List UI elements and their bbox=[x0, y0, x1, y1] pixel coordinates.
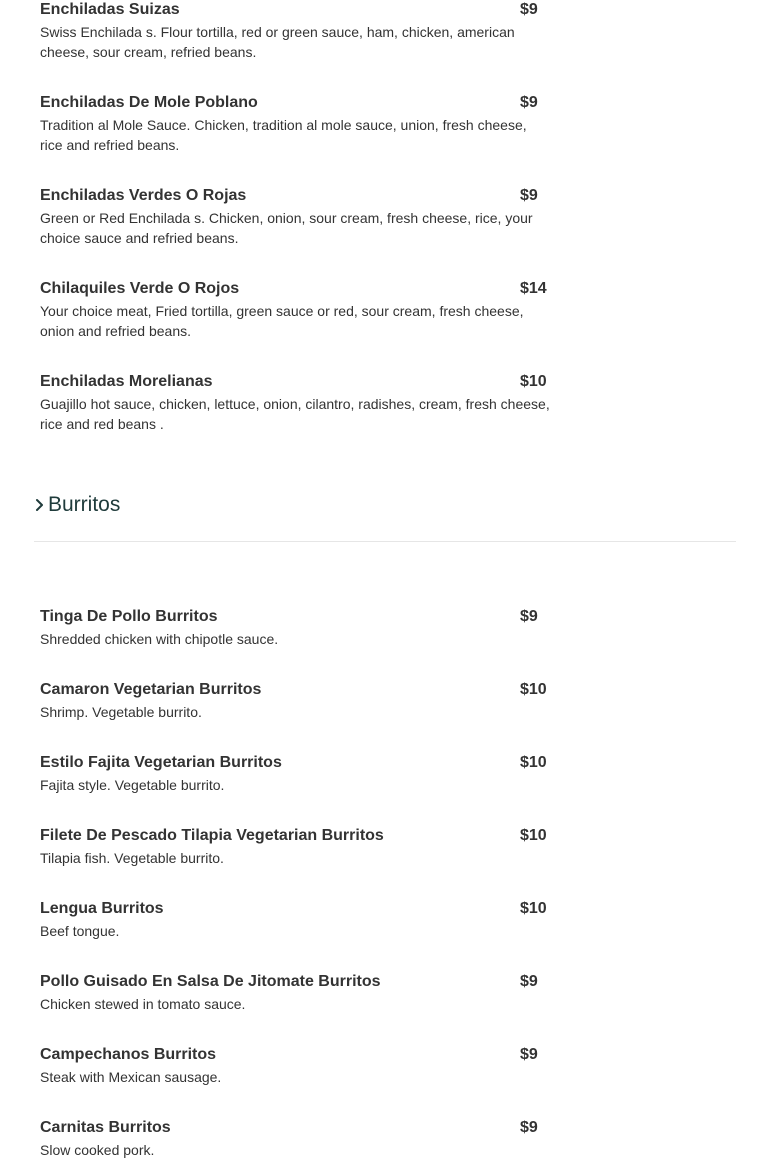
item-name: Estilo Fajita Vegetarian Burritos bbox=[40, 754, 282, 771]
item-description: Guajillo hot sauce, chicken, lettuce, onion, cilantro, radishes, cream, fresh cheese, rice and red beans . bbox=[40, 396, 550, 432]
item-price: $9 bbox=[520, 1119, 538, 1136]
item-name: Chilaquiles Verde O Rojos bbox=[40, 280, 240, 297]
item-price: $10 bbox=[520, 754, 547, 771]
item-price: $9 bbox=[520, 1, 538, 18]
item-description: Beef tongue. bbox=[40, 923, 120, 939]
section-divider bbox=[34, 541, 736, 542]
item-name: Enchiladas Suizas bbox=[40, 1, 180, 18]
item-description: Your choice meat, Fried tortilla, green sauce or red, sour cream, fresh cheese, onion and refried beans. bbox=[40, 303, 524, 339]
item-price: $9 bbox=[520, 973, 538, 990]
item-price: $10 bbox=[520, 900, 547, 917]
item-name: Filete De Pescado Tilapia Vegetarian Burritos bbox=[40, 827, 384, 844]
section-header-burritos[interactable] bbox=[34, 490, 120, 520]
item-description: Steak with Mexican sausage. bbox=[40, 1069, 222, 1085]
item-price: $10 bbox=[520, 373, 547, 390]
item-description: Tradition al Mole Sauce. Chicken, tradition al mole sauce, union, fresh cheese, rice and refried beans. bbox=[40, 117, 527, 153]
item-description: Fajita style. Vegetable burrito. bbox=[40, 777, 225, 793]
item-name: Campechanos Burritos bbox=[40, 1046, 217, 1063]
item-description: Green or Red Enchilada s. Chicken, onion, sour cream, fresh cheese, rice, your choice sauce and refried beans. bbox=[40, 210, 533, 246]
item-name: Enchiladas Verdes O Rojas bbox=[40, 187, 247, 204]
item-price: $10 bbox=[520, 681, 547, 698]
item-description: Swiss Enchilada s. Flour tortilla, red or green sauce, ham, chicken, american cheese, sour cream, refried beans. bbox=[40, 24, 515, 60]
item-price: $9 bbox=[520, 94, 538, 111]
item-name: Carnitas Burritos bbox=[40, 1119, 171, 1136]
item-price: $9 bbox=[520, 1046, 538, 1063]
item-description: Shrimp. Vegetable burrito. bbox=[40, 704, 202, 720]
item-name: Lengua Burritos bbox=[40, 900, 164, 917]
item-price: $10 bbox=[520, 827, 547, 844]
item-price: $9 bbox=[520, 187, 538, 204]
item-price: $14 bbox=[520, 280, 547, 297]
item-name: Pollo Guisado En Salsa De Jitomate Burritos bbox=[40, 973, 381, 990]
item-name: Tinga De Pollo Burritos bbox=[40, 608, 218, 625]
item-description: Shredded chicken with chipotle sauce. bbox=[40, 631, 279, 647]
item-description: Chicken stewed in tomato sauce. bbox=[40, 996, 246, 1012]
item-name: Enchiladas Morelianas bbox=[40, 373, 213, 390]
chevron-right-icon bbox=[34, 497, 46, 513]
item-description: Tilapia fish. Vegetable burrito. bbox=[40, 850, 224, 866]
item-name: Enchiladas De Mole Poblano bbox=[40, 94, 258, 111]
item-price: $9 bbox=[520, 608, 538, 625]
section-title: Burritos bbox=[48, 493, 121, 516]
item-description: Slow cooked pork. bbox=[40, 1142, 155, 1158]
item-name: Camaron Vegetarian Burritos bbox=[40, 681, 262, 698]
